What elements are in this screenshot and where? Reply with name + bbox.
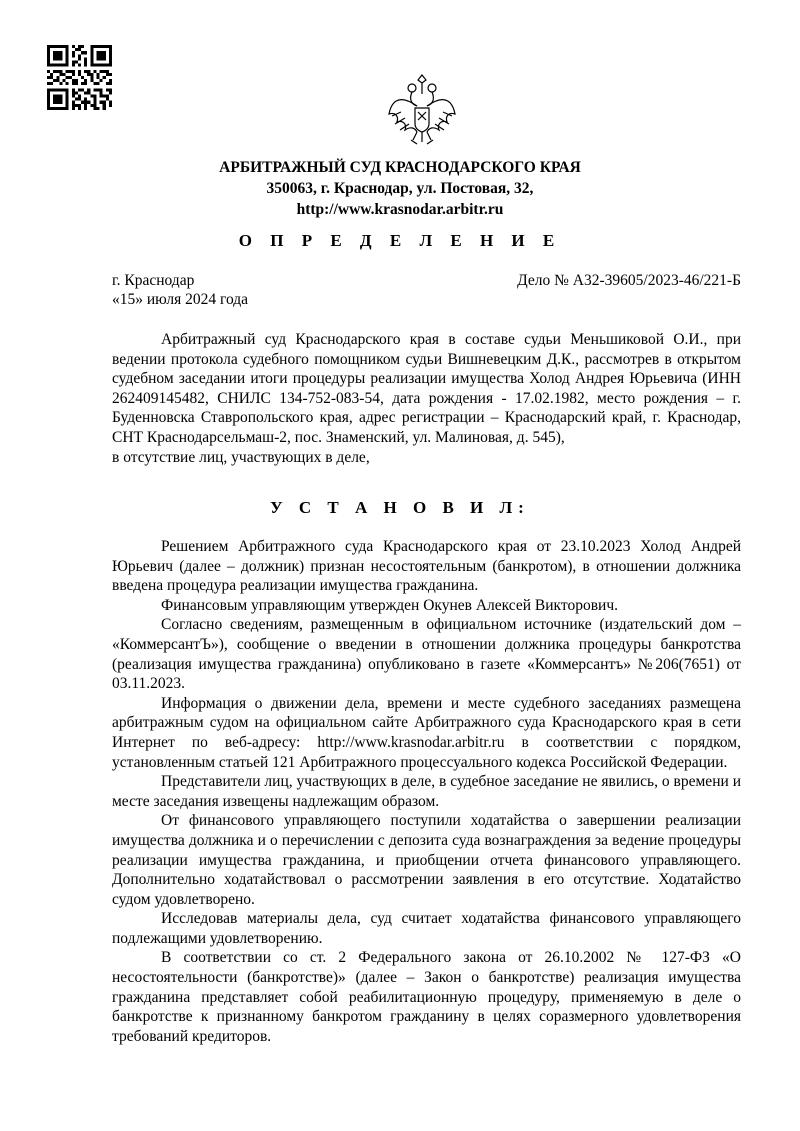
body-paragraph-7: Исследовав материалы дела, суд считает ходатайства финансового управляющего подлежащими удовлетворению. <box>112 910 741 947</box>
court-website: http://www.krasnodar.arbitr.ru <box>296 201 504 218</box>
body-paragraph-8: В соответствии со ст. 2 Федерального закона от 26.10.2002 № 127-ФЗ «О несостоятельности (банкротстве)» (далее – Закон о банкротстве) реализация имущества гражданина представляет собой реабилитационную процедуру, применяемую в деле о банкротстве к признанному банкротом гражданину в целях соразмерного удовлетворения требований кредиторов. <box>112 949 741 1045</box>
case-number: Дело № А32-39605/2023-46/221-Б <box>517 272 741 289</box>
resolved-heading: У С Т А Н О В И Л: <box>270 498 530 517</box>
body-paragraph-3: Согласно сведениям, размещенным в официальном источнике (издательский дом – «КоммерсантЪ»), сообщение о введении в отношении должника процедуры банкротства (реализация имущества гражданина) опубликовано в газете «Коммерсантъ» №206(7651) от 03.11.2023. <box>112 616 741 693</box>
intro-paragraph: Арбитражный суд Краснодарского края в составе судьи Меньшиковой О.И., при ведении протокола судебного помощником судьи Вишневецким Д.К., рассмотрев в открытом судебном заседании итоги процедуры реализации имущества Холод Андрея Юрьевича (ИНН 262409145482, СНИЛС 134-752-083-54, дата рождения - 17.02.1982, место рождения – г. Буденновска Ставропольского края, адрес регистрации – Краснодарский край, г. Краснодар, СНТ Краснодарсельмаш-2, пос. Знаменский, ул. Малиновая, д. 545), <box>112 331 741 446</box>
court-name: АРБИТРАЖНЫЙ СУД КРАСНОДАРСКОГО КРАЯ <box>219 159 581 176</box>
document-title: О П Р Е Д Е Л Е Н И Е <box>238 231 562 250</box>
body-paragraph-6: От финансового управляющего поступили ходатайства о завершении реализации имущества должника и о перечислении с депозита суда вознаграждения за ведение процедуры реализации имущества гражданина, и приобщении отчета финансового управляющего. Дополнительно ходатайствовал о рассмотрении заявления в его отсутствие. Ходатайство судом удовлетворено. <box>112 812 741 908</box>
document-date: «15» июля 2024 года <box>112 291 249 308</box>
body-paragraph-5: Представители лиц, участвующих в деле, в судебное заседание не явились, о времени и месте заседания извещены надлежащим образом. <box>112 773 741 810</box>
absence-note: в отсутствие лиц, участвующих в деле, <box>112 448 370 466</box>
coat-of-arms-emblem <box>387 74 457 146</box>
city: г. Краснодар <box>112 272 195 289</box>
body-section <box>112 537 741 1046</box>
body-paragraph-2: Финансовым управляющим утвержден Окунев Алексей Викторович. <box>161 596 618 614</box>
body-paragraph-4: Информация о движении дела, времени и месте судебного заседаниях размещена арбитражным судом на официальном сайте Арбитражного суда Краснодарского края в сети Интернет по веб-адресу: http://www.krasnodar.arbitr.ru в соответствии с порядком, установленным статьей 121 Арбитражного процессуального кодекса Российской Федерации. <box>112 694 741 771</box>
court-address: 350063, г. Краснодар, ул. Постовая, 32, <box>266 180 534 197</box>
body-paragraph-1: Решением Арбитражного суда Краснодарского края от 23.10.2023 Холод Андрей Юрьевич (далее – должник) признан несостоятельным (банкротом), в отношении должника введена процедура реализации имущества гражданина. <box>112 538 741 595</box>
intro-section <box>112 330 741 467</box>
qr-code-icon <box>47 45 112 110</box>
